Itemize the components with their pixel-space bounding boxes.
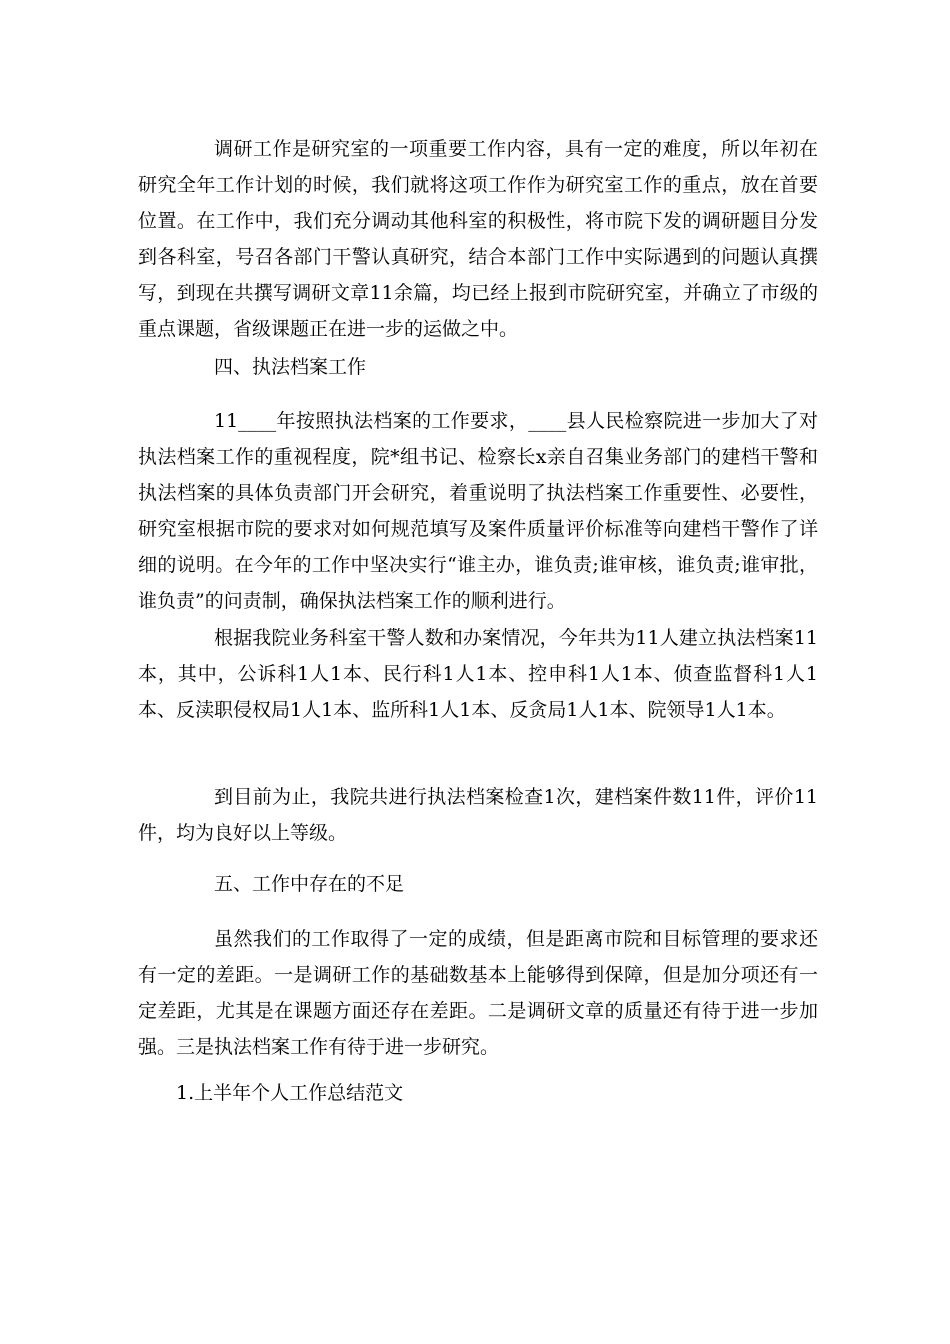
- paragraph-archives-requirements: 11____年按照执法档案的工作要求，____县人民检察院进一步加大了对执法档案工作的重视程度，院*组书记、检察长x亲自召集业务部门的建档干警和执法档案的具体负责部门开会研究，着重说明了执法档案工作重要性、必要性，研究室根据市院的要求对如何规范填写及案件质量评价标准等向建档干警作了详细的说明。在今年的工作中坚决实行“谁主办，谁负责;谁审核，谁负责;谁审批，谁负责”的问责制，确保执法档案工作的顺利进行。: [138, 410, 818, 612]
- paragraph-archives-inspection: 到目前为止，我院共进行执法档案检查1次，建档案件数11件，评价11件，均为良好以上等级。: [138, 786, 818, 844]
- paragraph-archives-count: 根据我院业务科室干警人数和办案情况，今年共为11人建立执法档案11本，其中，公诉科1人1本、民行科1人1本、控申科1人1本、侦查监督科1人1本、反渎职侵权局1人1本、监所科1人1本、反贪局1人1本、院领导1人1本。: [138, 627, 818, 721]
- paragraph-shortcomings: 虽然我们的工作取得了一定的成绩，但是距离市院和目标管理的要求还有一定的差距。一是调研工作的基础数基本上能够得到保障，但是加分项还有一定差距，尤其是在课题方面还存在差距。二是调研文章的质量还有待于进一步加强。三是执法档案工作有待于进一步研究。: [138, 928, 818, 1058]
- paragraph-research-work: 调研工作是研究室的一项重要工作内容，具有一定的难度，所以年初在研究全年工作计划的时候，我们就将这项工作作为研究室工作的重点，放在首要位置。在工作中，我们充分调动其他科室的积极性，将市院下发的调研题目分发到各科室，号召各部门干警认真研究，结合本部门工作中实际遇到的问题认真撰写，到现在共撰写调研文章11余篇，均已经上报到市院研究室，并确立了市级的重点课题，省级课题正在进一步的运做之中。: [138, 138, 818, 340]
- list-item-summary-link: 1.上半年个人工作总结范文: [176, 1082, 404, 1104]
- heading-law-enforcement-archives: 四、执法档案工作: [214, 356, 367, 378]
- heading-shortcomings: 五、工作中存在的不足: [214, 873, 405, 895]
